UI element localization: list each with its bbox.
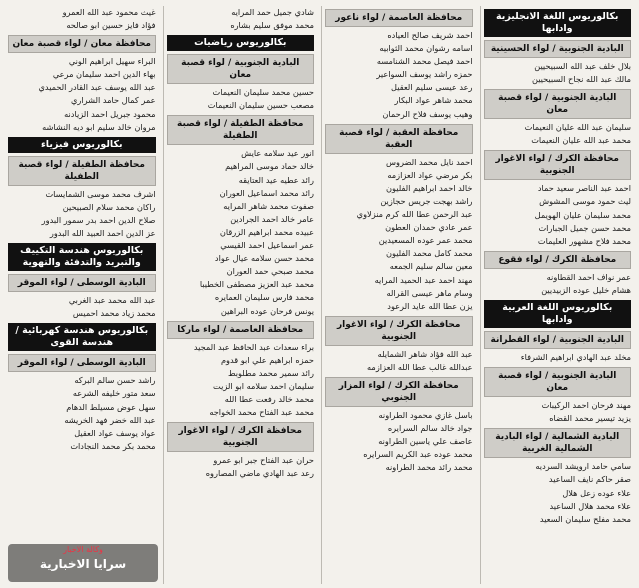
region-heading: البادية الجنوبية / لواء القطرانة [484,331,632,349]
region-heading: محافظة الكرك / لواء المزار الجنوبي [325,377,473,407]
list-item: بكر مرضي عواد العزازمه [387,169,473,180]
list-item: عمر عادي حمدان العطون [385,222,473,233]
list-item: حمزه ابراهيم علي ابو قدوم [220,354,314,365]
region-heading: محافظة العقبة / لواء قصبة العقبة [325,124,473,154]
list-item: اشرف محمد موسى الشمايسات [45,188,156,199]
region-heading: البادية الوسطى / لواء الموقر [8,354,156,372]
list-item: معين سالم سليم الجمعه [389,261,473,272]
list-item: احمد فيصل محمد الشنامسه [376,56,473,67]
list-item: عبد الله يوسف عبد القادر الحميدي [38,82,156,93]
list-item: فؤاد فايز حسين ابو صالحه [66,20,156,31]
list-item: بهاء الدين احمد سليمان مرعي [52,69,156,80]
list-item: عمر كمال حامد الشراري [71,95,156,106]
list-item: شادي جميل حمد المرايه [231,7,314,17]
list-item: هشام خليل عوده الزبيديين [541,284,631,295]
list-item: حمزه راشد يوسف السواعير [376,69,473,80]
list-item: سليمان عبد الله عليان النعيمات [524,122,631,133]
region-heading: محافظة معان / لواء قصبة معان [8,35,156,53]
list-item: مهند احمد عبد الحميد المرايه [374,274,473,285]
list-item: عبيده محمد ابراهيم الزرقان [219,226,314,237]
list-item: عز الدين احمد العبيد الله البدور [49,228,156,239]
list-item: سعد متور خليفه الشرعه [72,388,156,399]
list-item: رعد عيسى سليم العقيل [391,82,473,93]
list-item: حسين محمد سليمان النعيمات [212,87,314,98]
list-item: مخلد عبد الهادي ابراهيم الشرفاء [520,352,631,363]
region-heading: البادية الوسطى / لواء الموقر [8,274,156,292]
list-item: محمود جبريل احمد الزيادنه [64,108,156,119]
specialization-heading: بكالوريوس فيزياء [8,137,156,153]
list-item: رائد سمير محمد مطلوبط [228,367,314,378]
list-item: راشد حسن سالم البركه [74,375,156,386]
list-item: عمر نواف احمد القطاونه [546,271,631,282]
list-item: عامر خالد احمد الجرادين [230,213,314,224]
list-item: مالك عبد الله نجاح السبيحيين [531,74,631,85]
list-item: ليث حمود موسى المشوش [539,196,631,207]
list-item: عبد الرحمن عطا الله كرم منزلاوي [356,209,473,220]
list-item: محمد عوده عبد الكريم السرايره [363,449,473,460]
region-heading: محافظة الطفيلة / لواء قصبة الطفيلة [167,115,315,145]
list-column [5,6,159,584]
specialization-heading: بكالوريوس اللغة الانجليزية وادابها [484,9,632,37]
list-item: رائد عطيه عيد العتايقه [238,174,314,185]
specialization-heading: بكالوريوس رياضيات [167,35,315,51]
list-item: عبد الله خضر فهد الخريشه [64,414,156,425]
list-item: براء سعدات عبد الحافظ عبد المجيد [193,341,314,352]
list-item: خالد حماد موسى المراهيم [225,161,314,172]
list-column [163,6,318,584]
list-item: باسل غازي محمود الطراونه [378,409,473,420]
list-item: احمد شريف صالح العياده [387,30,473,40]
list-item: بلال خلف عبد الله السبيحيين [534,61,631,71]
list-item: اسامه رشوان محمد الثوابيه [379,43,473,54]
list-item: وهيب يوسف فلاح الرحمان [382,108,473,119]
specialization-heading: بكالوريوس هندسة كهربائية / هندسة القوى [8,323,156,351]
list-item: مصعب حسين سليمان النعيمات [207,100,314,111]
region-heading: محافظة الكرك / لواء الاغوار الجنوبية [325,316,473,346]
list-item: رعد عبد الهادي ماضي المصاروه [205,468,314,479]
watermark-logo-text: سرايا الاخبارية [39,557,127,571]
region-heading: محافظة الكرك / لواء الاغوار الجنوبية [167,422,315,452]
list-item: غيث محمود عبد الله العمرو [62,7,156,17]
list-item: علاء عوده زعل هلال [562,487,631,498]
list-item: راشد بهجت جريس حجازين [380,195,473,206]
list-item: محمد موفق سليم بشاره [230,20,314,31]
list-column [321,6,476,584]
list-item: محمد عبد الفتاح محمد الخواجه [209,407,314,418]
list-item: راكان محمد سلام الصبيحين [62,201,156,212]
site-watermark [8,544,158,582]
list-item: يونس فرحان عوده البراهين [220,305,314,316]
list-item: مهند فرحان احمد الركيبات [541,400,631,411]
list-item: رائد محمد اسماعيل العوران [219,187,314,198]
list-column [480,6,635,584]
list-item: صقر حاكم نايف الساعيد [548,474,631,485]
list-item: محمد زياد محمد احميس [72,308,156,319]
list-item: محمد حسن جميل الجبارات [538,222,631,233]
region-heading: محافظة العاصمة / لواء ماركا [167,321,315,339]
list-item: صلاح الدين احمد بدر سمور البدور [41,214,156,225]
list-item: عمر اسماعيل احمد القيسي [220,240,314,251]
list-item: عبدالله غالب عطا الله العزازمه [367,361,473,372]
specialization-heading: بكالوريوس هندسة التكييف والتبريد والتدفئة والتهوية [8,243,156,271]
list-item: جواد خالد سالم السرايره [387,423,473,434]
region-heading: البادية الجنوبية / لواء قصبة معان [484,89,632,119]
list-item: يزيد تيسير محمد القضاه [549,413,631,424]
region-heading: البادية الجنوبية / لواء قصبة معان [484,367,632,397]
list-item: خالد احمد ابراهيم الفليون [386,182,473,193]
list-item: سامي حامد ارويشد السرديه [535,461,631,472]
region-heading: محافظة الطفيلة / لواء قصبة الطفيلة [8,156,156,186]
list-item: عبد الله فؤاد شاهر الشمايله [377,348,473,359]
list-item: سليمان احمد سلامه ابو الزيت [213,380,314,391]
list-item: محمد عبد الله عليان النعيمات [531,135,631,146]
region-heading: البادية الجنوبية / لواء الحسينية [484,40,632,58]
list-item: محمد صبحي حمد العوران [226,266,314,277]
list-item: عواد يوسف عواد العقيل [74,427,156,438]
specialization-heading: بكالوريوس اللغة العربية وادابها [484,300,632,328]
list-item: سهل عوض مسيلط الدهام [66,401,156,412]
list-item: محمد خالد رفعت عطا الله [224,393,314,404]
list-item: محمد فلاح مشهور العليمات [537,235,631,246]
list-item: محمد مفلح سليمان السعيد [539,513,631,524]
list-item: علاء محمد هلال الساعيد [549,500,631,511]
list-item: محمد رائد محمد الطراونه [385,462,473,473]
list-item: صفوت محمد شاهر المرايه [223,200,314,211]
region-heading: البادية الجنوبية / لواء قصبة معان [167,54,315,84]
list-item: محمد سليمان عليان الهويمل [534,209,631,220]
region-heading: محافظة الكرك / لواء فقوع [484,251,632,269]
list-item: احمد نايل محمد الضروس [386,156,473,167]
list-item: يزن عطا الله عايد الرعود [387,300,473,311]
list-item: مروان خالد سليم ابو ديه النشاشه [42,121,156,132]
list-item: عاصف علي ياسين الطراونه [378,436,473,447]
columns-container [5,6,634,584]
list-item: انور عيد سلامه عايش [241,148,314,159]
region-heading: البادية الشمالية / لواء البادية الشمالية الغربية [484,428,632,458]
list-item: محمد بكر محمد النجادات [70,440,156,451]
list-item: البراء سهيل ابراهيم الوني [68,56,156,67]
list-item: احمد عبد الناصر سعيد حماد [537,183,631,194]
list-item: حران عبد الفتاح جبر ابو عمرو [213,455,314,466]
region-heading: محافظة الكرك / لواء الاغوار الجنوبية [484,150,632,180]
list-item: محمد فارس سليمان العمايره [214,292,314,303]
list-item: محمد كامل محمد الفليون [385,248,473,259]
list-item: وسام ماهر عيسى القراله [386,287,473,298]
list-item: محمد حسن سلامه عيال عواد [214,253,314,264]
region-heading: محافظة العاصمة / لواء ناعور [325,9,473,27]
list-item: محمد عبد العزيز مصطفى الخطيبا [199,279,314,290]
list-item: عبد الله محمد عبد الغربي [68,295,156,306]
list-item: محمد شاهر عواد البكار [394,95,473,106]
list-item: محمد عمر عوده المسعيدين [378,235,473,246]
watermark-tagline: وكالة الاخبار [63,545,103,554]
